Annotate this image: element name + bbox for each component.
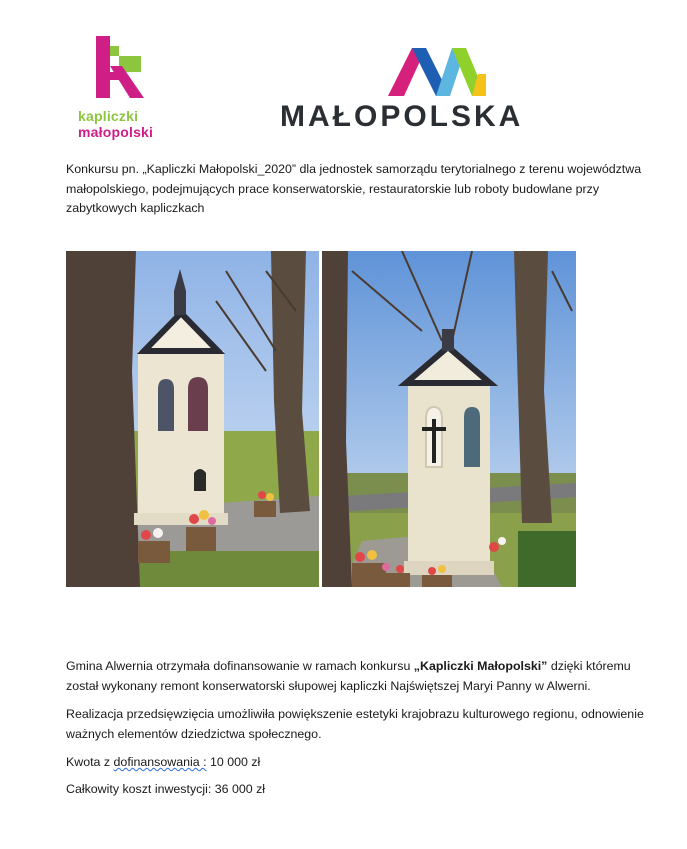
- funding-amount-value: 10 000 zł: [206, 755, 261, 769]
- funding-text-part1: Gmina Alwernia otrzymała dofinansowanie w ramach konkursu: [66, 659, 414, 673]
- chapel-photo-left: [66, 251, 319, 587]
- dofinansowania-link[interactable]: dofinansowania :: [113, 755, 207, 769]
- funding-amount-label: Kwota z: [66, 755, 114, 769]
- funding-paragraph: [66, 657, 646, 696]
- kapliczki-malopolski-logo: [76, 34, 164, 142]
- malopolska-m-mark-icon: [280, 44, 592, 100]
- kapliczki-logo-text-1: kapliczki: [78, 108, 139, 124]
- contest-name-bold: „Kapliczki Małopolski”: [413, 659, 548, 673]
- chapel-photo-right: [322, 251, 576, 587]
- intro-paragraph: Konkursu pn. „Kapliczki Małopolski_2020” dla jednostek samorządu terytorialnego z terenu województwa małopolskiego, podejmujących prace konserwatorskie, restauratorskie lub roboty budowlane przy zabytkowych kapliczkach: [66, 162, 642, 215]
- malopolska-logo: [280, 44, 592, 134]
- funding-amount-line: [66, 753, 646, 773]
- kapliczki-logo-text-2: małopolski: [78, 124, 154, 140]
- malopolska-wordmark: MAŁOPOLSKA: [280, 100, 524, 133]
- funding-text-part2: dzięki któremu został wykonany remont konserwatorski słupowej kapliczki Najświętszej Maryi Panny w Alwerni.: [66, 659, 631, 693]
- k-letter-icon: [94, 34, 146, 100]
- realization-paragraph: Realizacja przedsięwzięcia umożliwiła powiększenie estetyki krajobrazu kulturowego regionu, odnowienie ważnych elementów dziedzictwa społecznego.: [66, 707, 644, 741]
- total-cost-line: Całkowity koszt inwestycji: 36 000 zł: [66, 782, 266, 796]
